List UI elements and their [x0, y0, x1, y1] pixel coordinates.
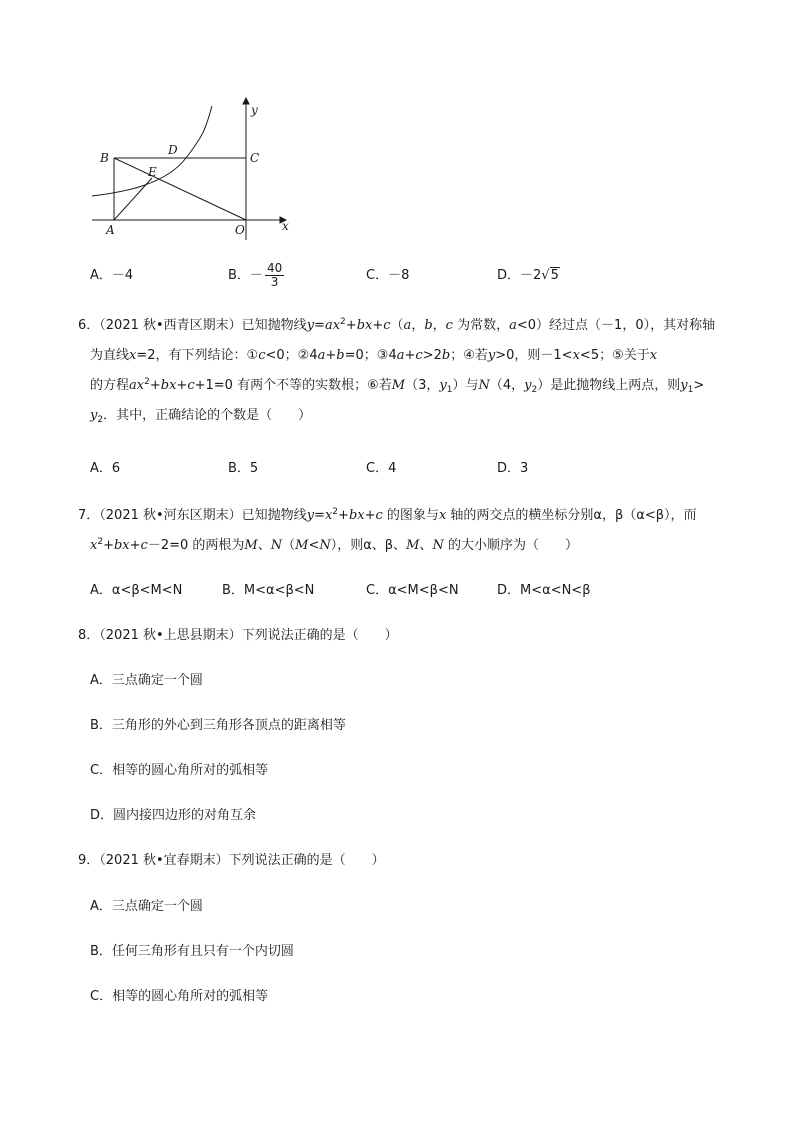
q5-option-d-radicand: 5: [550, 268, 559, 283]
q6-l3d: （3，: [405, 378, 440, 393]
q7-option-c: C．α<M<β<N: [366, 583, 459, 598]
q6-option-a: A．6: [90, 461, 121, 476]
q5-option-d-sqrt: √5: [541, 268, 559, 283]
q7-option-a: A．α<β<M<N: [90, 583, 183, 598]
q6-number: 6．: [78, 318, 100, 333]
q6-l2d: ；: [363, 348, 377, 363]
q6-line-1: 6．（2021 秋•西青区期末）已知抛物线$y=ax^2+bx+c(a$，b，c 为常数，a<0）经过点（－1，0），其对称轴: [78, 317, 716, 333]
q5-option-a-value: －4: [111, 268, 134, 283]
q8-option-a: A．三点确定一个圆: [90, 673, 203, 688]
q7-l2b: 、: [257, 538, 271, 553]
q7-line-1: 7．（2021 秋•河东区期末）已知抛物线$y=x^2+bx+c$ 的图象与x 轴的两交点的横坐标分别α，β（α<β），而: [78, 507, 697, 523]
q6-l3c: 若: [378, 378, 392, 393]
q7-l1c: 轴的两交点的横坐标分别α，β（α<β），而: [450, 508, 697, 523]
q5-option-c-label: C．: [366, 268, 389, 283]
q9-stem: 9．（2021 秋•宜春期末）下列说法正确的是（ ）: [78, 853, 385, 868]
q6-option-c: C．4: [366, 461, 397, 476]
q6-option-b: B．5: [228, 461, 259, 476]
q7-l1b: 的图象与: [386, 508, 439, 523]
q5-option-a-label: A．: [90, 268, 112, 283]
q8-option-b: B．三角形的外心到三角形各顶点的距离相等: [90, 718, 346, 733]
q8-option-d: D．圆内接四边形的对角互余: [90, 808, 257, 823]
q8-option-c: C．相等的圆心角所对的弧相等: [90, 763, 269, 778]
segment-bo: [114, 158, 246, 220]
q6-l1d: ）经过点（－1，0），其对称轴: [536, 318, 716, 333]
q7-number: 7．: [78, 508, 100, 523]
q7-source: （2021 秋•河东区期末）: [99, 508, 242, 523]
q6-l1c: 为常数，: [457, 318, 510, 333]
label-c: C: [250, 151, 260, 165]
curve: [92, 106, 212, 196]
coordinate-graph: [86, 96, 296, 244]
label-x: x: [282, 219, 289, 233]
q6-l2e: ；: [450, 348, 464, 363]
q9-option-c: C．相等的圆心角所对的弧相等: [90, 989, 269, 1004]
q6-source: （2021 秋•西青区期末）: [99, 318, 242, 333]
q5-option-d: [497, 267, 560, 285]
label-b: B: [100, 151, 109, 165]
q6-l4: ．其中，正确结论的个数是（ ）: [103, 408, 312, 423]
q5-option-b-fraction: [265, 262, 284, 289]
q6-option-d: D．3: [497, 461, 529, 476]
q7-l1a: 已知抛物线: [241, 508, 307, 523]
q5-option-d-label: D．: [497, 268, 521, 283]
q6-l2g: ，则－1<: [514, 348, 573, 363]
q6-l2i: 关于: [623, 348, 650, 363]
q5-option-b: [228, 258, 284, 294]
y-axis-arrow: [243, 98, 249, 104]
q7-line-2: $x^2+bx+c-2=0$ 的两根为M、N（M<N），则α、β、M、N 的大小顺序为（ ）: [90, 537, 578, 553]
q6-l3g: ）是此抛物线上两点，则: [537, 378, 681, 393]
q5-option-c-value: －8: [388, 268, 410, 283]
label-o: O: [235, 223, 245, 237]
label-a: A: [106, 223, 115, 237]
q7-l2c: （: [282, 538, 296, 553]
q5-option-b-sign: －: [249, 268, 263, 283]
q7-l2d: <: [308, 538, 320, 553]
q9-option-a: A．三点确定一个圆: [90, 899, 203, 914]
q6-l3h: >: [693, 378, 705, 393]
q8-stem: 8．（2021 秋•上思县期末）下列说法正确的是（ ）: [78, 628, 398, 643]
q7-l2g: 的大小顺序为（ ）: [447, 538, 578, 553]
q6-l2a: 为直线: [90, 348, 130, 363]
q6-line-2: 为直线x=2，有下列结论：①c<0；②4a+b=0；③4a+c>2b；④若y>0，则－1<x<5；⑤关于x: [90, 348, 658, 363]
q7-l2a: 的两根为: [192, 538, 245, 553]
q7-l2e: ），则α、β、: [330, 538, 407, 553]
q5-option-b-denominator: 3: [270, 275, 279, 289]
q6-l2c: ；: [284, 348, 298, 363]
q6-line-3: 的方程$ax^2+bx+c+1=0$ 有两个不等的实数根；⑥若M（3，$y_1$）与N（4，$y_2$）是此抛物线上两点，则$y_1>$: [90, 377, 705, 395]
q6-l3f: （4，: [489, 378, 525, 393]
q6-l3e: ）与: [452, 378, 479, 393]
q9-option-b: B．任何三角形有且只有一个内切圆: [90, 944, 294, 959]
q6-l1b: （: [390, 318, 404, 333]
label-y: y: [251, 103, 258, 117]
q6-l3a: 的方程: [90, 378, 130, 393]
q7-option-d: D．M<α<N<β: [497, 583, 591, 598]
q5-option-b-label: B．: [228, 268, 250, 283]
q6-l3b: 有两个不等的实数根；: [237, 378, 368, 393]
label-e: E: [148, 165, 157, 179]
q6-line-4: $y_2$．其中，正确结论的个数是（ ）: [90, 408, 312, 425]
q6-l2h: <5；: [579, 348, 613, 363]
q5-option-a: [90, 267, 133, 285]
q6-l2b: ，有下列结论：: [155, 348, 247, 363]
q7-option-b: B．M<α<β<N: [222, 583, 315, 598]
q5-option-c: [366, 267, 409, 285]
q6-l2f: 若: [474, 348, 488, 363]
q5-option-d-coef: －2: [520, 268, 542, 283]
q7-l2f: 、: [419, 538, 433, 553]
label-d: D: [168, 143, 178, 157]
q6-l1a: 已知抛物线: [241, 318, 307, 333]
q5-option-b-numerator: 40: [266, 261, 283, 275]
